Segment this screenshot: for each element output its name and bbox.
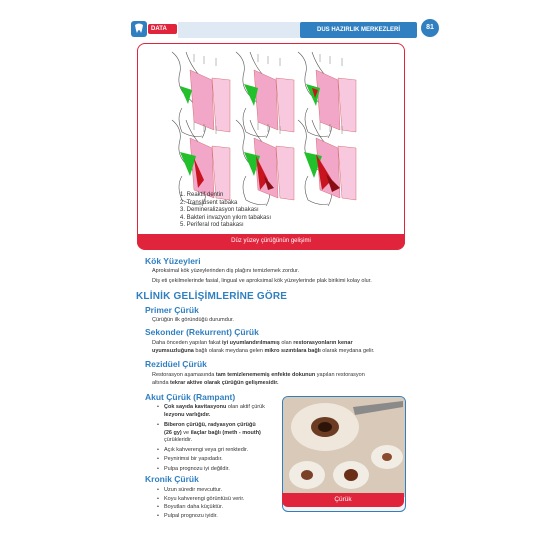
- list-item: • Pulpal prognozu iyidir.: [156, 513, 280, 521]
- figure-caption: Düz yüzey çürüğünün gelişimi: [137, 234, 405, 249]
- page-number: 81: [421, 19, 439, 37]
- kok-text-1: Aproksimal kök yüzeylerinden diş plağını temizlemek zordur.: [152, 268, 300, 274]
- text-span: altında: [152, 380, 171, 386]
- legend-item: 5. Periferal rod tabakası: [180, 222, 244, 229]
- akut-list: [156, 404, 280, 473]
- klinik-heading: KLİNİK GELİŞİMLERİNE GÖRE: [136, 291, 288, 302]
- stage-panel-1: [172, 52, 230, 138]
- text-span: ve: [181, 429, 191, 436]
- kronik-list: [156, 486, 280, 520]
- rezidiel-text-line2: [152, 379, 279, 387]
- list-item: • Peynirimsi bir yapıdadır.: [156, 456, 280, 464]
- list-item: [156, 404, 280, 419]
- text-bold: tam temizlenememiş enfekte dokunun: [215, 372, 316, 378]
- stage-panel-3: [298, 52, 356, 138]
- text-bold: tekrar aktive olarak çürüğün gelişmesidir.: [170, 380, 279, 386]
- legend-item: 2. Translüsent tabaka: [180, 199, 238, 206]
- caries-figure: [137, 43, 405, 250]
- text-bold: Biberon çürüğü, radyasyon çürüğü: [164, 422, 256, 428]
- list-item: • Uzun süredir mevcuttur.: [156, 487, 280, 495]
- stage-panel-2: [236, 52, 294, 138]
- logo-text: DATA: [151, 26, 167, 32]
- header-title: DUS HAZIRLIK MERKEZLERİ: [300, 22, 417, 38]
- photo-caption: Çürük: [282, 493, 404, 507]
- stage-panel-6: [298, 120, 356, 206]
- akut-heading: Akut Çürük (Rampant): [145, 392, 236, 402]
- kronik-heading: Kronik Çürük: [145, 474, 199, 484]
- figure-legend: [180, 192, 271, 230]
- text-bold: mikro sızıntılara bağlı: [264, 348, 321, 354]
- text-span: olan: [279, 340, 294, 346]
- text-span: olarak meydana gelir.: [320, 348, 375, 354]
- sekonder-text-line2: [152, 347, 375, 355]
- text-bold: restorasyonların kenar: [293, 340, 353, 346]
- list-item: • Pulpa prognozu iyi değildir.: [156, 466, 280, 474]
- text-bold: iyi uyumlandırılmamış: [222, 340, 280, 346]
- text-span: yapılan restorasyon: [315, 372, 365, 378]
- legend-item: 1. Reaktif dentin: [180, 192, 224, 198]
- list-item: • Koyu kahverengi görüntüsü verir.: [156, 496, 280, 504]
- text-span: Restorasyon aşamasında: [152, 372, 216, 378]
- primer-heading: Primer Çürük: [145, 305, 199, 315]
- text-bold: lezyonu varlığıdır.: [164, 411, 211, 418]
- kok-heading: Kök Yüzeyleri: [145, 256, 201, 266]
- list-item: [156, 422, 280, 445]
- legend-item: 4. Bakteri invazyon yıkım tabakası: [180, 214, 272, 221]
- text-bold: (26 gy): [164, 429, 182, 436]
- publisher-logo: [131, 20, 177, 38]
- list-item: • Açık kahverengi veya gri renktedir.: [156, 447, 280, 455]
- text-span: bağlı olarak meydana gelen: [193, 348, 265, 354]
- text-span: Daha önceden yapılan fakat: [152, 340, 223, 346]
- legend-item: 3. Demineralizasyon tabakası: [180, 207, 259, 214]
- text-bold: ilaçlar bağlı (meth - mouth): [190, 429, 261, 436]
- primer-text: Çürüğün ilk göründüğü durumdur.: [152, 317, 234, 323]
- rezidiel-text-line1: [152, 371, 365, 379]
- text-span: çürükleridir.: [164, 437, 193, 443]
- text-bold: uyumsuzluğuna: [152, 348, 194, 354]
- text-span: olan aktif çürük: [226, 404, 265, 410]
- kok-text-2: Diş eti çekilmelerinde fasial, lingual ve aproksimal kök yüzeylerinde plak birikimi kolay olur.: [152, 278, 372, 284]
- text-bold: Çok sayıda kavitasyonu: [164, 404, 227, 410]
- sekonder-text-line1: [152, 339, 353, 347]
- sekonder-heading: Sekonder (Rekurrent) Çürük: [145, 327, 259, 337]
- rezidiel-heading: Rezidüel Çürük: [145, 359, 207, 369]
- list-item: • Boyutları daha küçüktür.: [156, 504, 280, 512]
